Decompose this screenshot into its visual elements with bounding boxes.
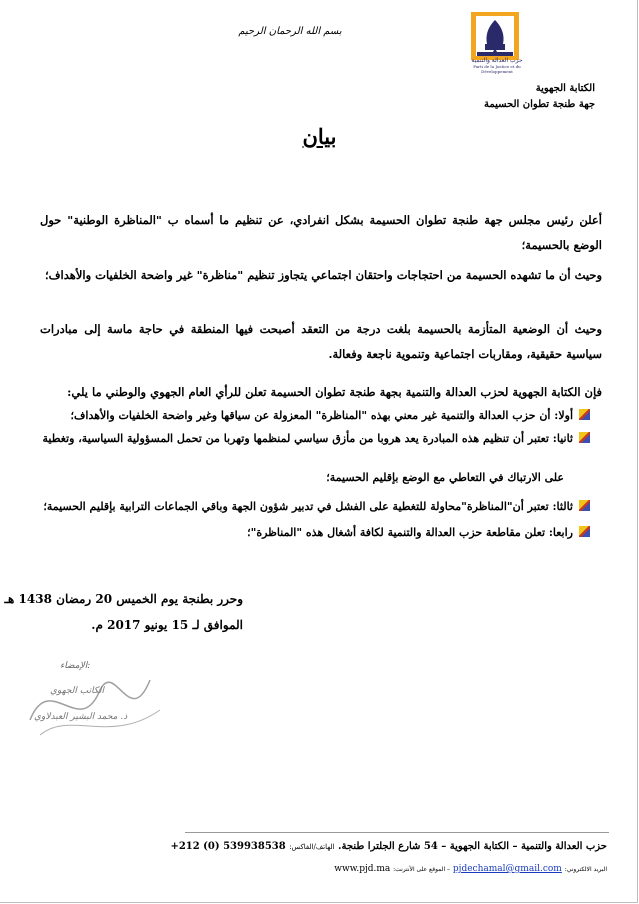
region-label: جهة طنجة تطوان الحسيمة [483,99,595,110]
paragraph-3: وحيث أن الوضعية المتأزمة بالحسيمة بلغت درجة من التعقد أصبحت فيها المنطقة في حاجة ماسة إلى مبادرات سياسية حقيقية، ومقاربات اجتماعية وتنموية ناجعة وفعالة. [40,322,602,361]
signature-name: ذ. محمد البشير العبدلاوي [34,712,128,722]
list-item [40,520,590,545]
logo-text-fr: Parti de la Justice et du Développement [473,64,521,74]
item-text: ثالثا: تعتبر أن"المناظرة"محاولة للتغطية على الفشل في تدبير شؤون الجهة وباقي الجماعات الترابية بإقليم الحسيمة؛ [43,500,573,513]
footer-email-label: البريد الالكتروني: [564,866,607,873]
signature-stamp [20,650,170,750]
footer-divider [185,832,609,833]
bullet-icon [579,409,590,420]
list-item [40,494,590,519]
footer-address [170,841,607,852]
list-item-continuation: على الارتباك في التعاطي مع الوضع بإقليم الحسيمة؛ [326,471,564,484]
basmala: بسم الله الرحمان الرحيم [238,26,342,37]
declaration-intro: فإن الكتابة الجهوية لحزب العدالة والتنمية بجهة طنجة تطوان الحسيمة تعلن للرأي العام الجهوي والوطني ما يلي: [67,385,602,399]
logo-text-ar: حزب العدالة والتنمية [471,57,523,64]
footer-website-label: – الموقع على الأنترنت: [393,866,451,873]
item-text: ثانيا: تعتبر أن تنظيم هذه المبادرة يعد هروبا من مأزق سياسي لمنظمها وتهربا من تحمل المسؤولية السياسية، وتغطية [42,432,573,445]
list-item [40,403,590,428]
date-hijri: وحرر بطنجة يوم الخميس 20 رمضان 1438 هـ [4,592,243,606]
document-title: بيان [302,124,337,149]
footer-website-link[interactable]: www.pjd.ma [334,864,391,874]
date-gregorian: الموافق لـ 15 يونيو 2017 م. [91,618,243,632]
item-text: رابعا: تعلن مقاطعة حزب العدالة والتنمية لكافة أشغال هذه "المناظرة"؛ [247,526,573,539]
signature-label: الإمضاء: [60,661,91,671]
list-item [40,426,590,451]
bullet-icon [579,526,590,537]
footer-email-link[interactable]: pjdechamal@gmail.com [452,864,562,874]
signature-role: الكاتب الجهوي [50,686,105,696]
bullet-icon [579,500,590,511]
footer-org: حزب العدالة والتنمية – الكتابة الجهوية – 54 شارع الجلترا طنجة. [338,841,607,852]
paragraph-1: أعلن رئيس مجلس جهة طنجة تطوان الحسيمة بشكل انفرادي، عن تنظيم ما أسماه ب "المناظرة الوطنية" حول الوضع بالحسيمة؛ [40,213,602,252]
bullet-icon [579,432,590,443]
item-text: أولا: أن حزب العدالة والتنمية غير معني بهذه "المناظرة" المعزولة عن سياقها وغير واضحة الخلفيات والأهداف؛ [70,409,573,422]
paragraph-2: وحيث أن ما تشهده الحسيمة من احتجاجات واحتقان اجتماعي يتجاوز تنظيم "مناظرة" غير واضحة الخلفيات والأهداف؛ [44,268,602,282]
secretariat-label: الكتابة الجهوية [535,83,595,94]
footer-phone: +212 (0) 539938538 [170,841,286,852]
footer-contact [334,864,607,874]
footer-phone-label: الهاتف/الفاكس: [289,843,335,851]
